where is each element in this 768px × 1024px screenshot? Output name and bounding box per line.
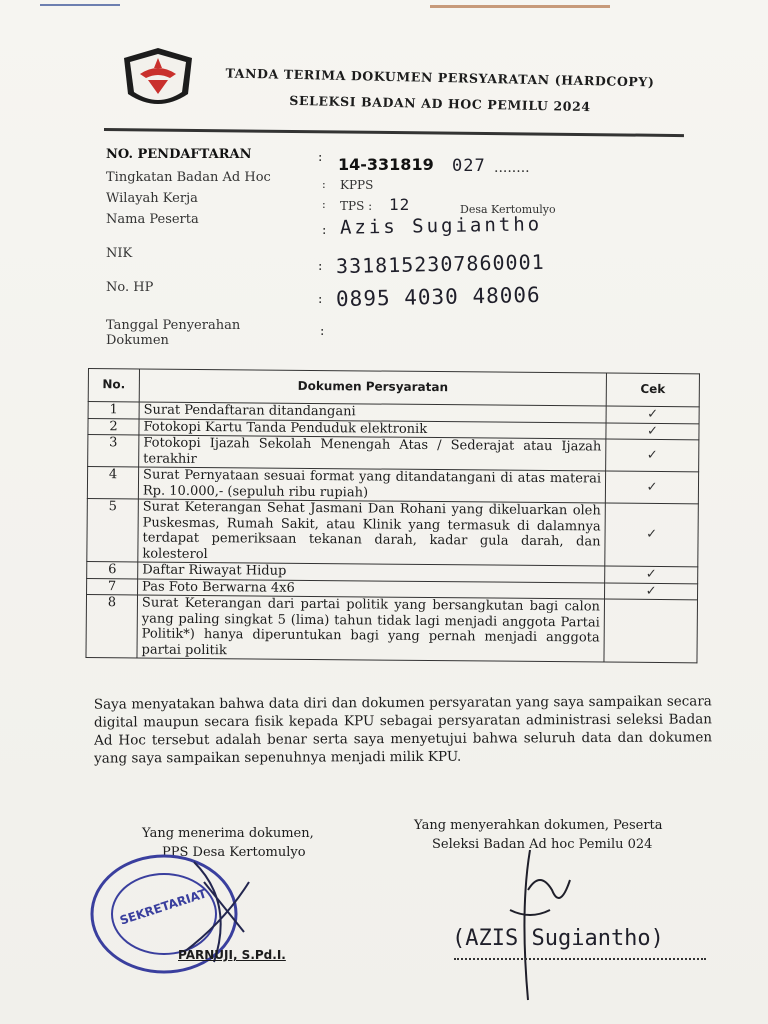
declaration-statement: Saya menyatakan bahwa data diri dan dokumen persyaratan yang saya sampaikan secara digital maupun secara fisik kepada KPU sebagai persyaratan administrasi seleksi Badan Ad Hoc tersebut adalah benar serta saya menyetujui bahwa seluruh data dan dokumen yang saya sampaikan sepenuhnya menjadi milik KPU. [93,693,713,767]
check-mark-icon: ✓ [605,503,699,567]
header-rule [104,128,684,137]
check-cell-empty [604,599,698,663]
submitter-caption: Yang menyerahkan dokumen, Peserta [414,818,663,833]
row-doc: Daftar Riwayat Hidup [138,562,605,583]
colon: : [318,259,323,274]
table-header-row [88,369,699,407]
edge-mark [40,4,120,6]
wilayah-tps-handwritten: 12 [389,195,411,214]
document-title: TANDA TERIMA DOKUMEN PERSYARATAN (HARDCOPY) [225,65,655,90]
colon: : [318,150,323,165]
colon: : [322,178,326,191]
hp-value: 0895 4030 48006 [335,282,541,312]
nik-label: NIK [106,246,133,261]
no-pendaftaran-dots: ........ [494,160,530,176]
panitia-logo [118,44,198,114]
row-no: 6 [87,561,138,578]
receiver-name: PARNUJI, S.Pd.I. [178,948,286,962]
row-no: 4 [87,467,138,499]
stamp-label: SEKRETARIAT [118,886,209,928]
row-doc: Fotokopi Ijazah Sekolah Menengah Atas / Sederajat atau Ijazah terakhir [139,435,606,471]
edge-mark [430,5,610,8]
wilayah-desa: Desa Kertomulyo [460,203,556,216]
row-doc: Surat Keterangan Sehat Jasmani Dan Rohani yang dikeluarkan oleh Puskesmas, Rumah Sakit, atau Klinik yang termasuk di dalamnya terdapat pemeriksaan tekanan darah, kadar gula darah, dan kolesterol [138,499,606,566]
document-subtitle: SELEKSI BADAN AD HOC PEMILU 2024 [289,92,591,115]
colon: : [322,198,326,211]
tanggal-label-cont: Dokumen [106,333,169,348]
nama-label: Nama Peserta [106,212,199,227]
receiver-org: PPS Desa Kertomulyo [162,845,306,860]
tingkatan-value: KPPS [340,178,374,192]
row-no: 5 [87,498,139,561]
check-mark-icon: ✓ [605,566,698,583]
documents-table [85,368,700,663]
submitter-name: (AZIS Sugiantho) [452,926,664,951]
submitter-block [414,816,663,854]
colon: : [318,292,323,307]
hp-label: No. HP [106,280,154,295]
no-pendaftaran-value: 14-331819 [338,155,434,174]
wilayah-tps: TPS : [340,199,373,213]
wilayah-label: Wilayah Kerja [106,191,198,206]
row-no: 7 [87,578,138,595]
nama-value: Azis Sugiantho [339,213,543,239]
check-mark-icon: ✓ [606,439,699,472]
no-pendaftaran-label: NO. PENDAFTARAN [106,147,252,162]
submitter-caption-cont: Seleksi Badan Ad hoc Pemilu 024 [432,837,653,852]
nik-value: 3318152307860001 [335,249,545,279]
header-doc: Dokumen Persyaratan [139,369,606,406]
table-row [87,467,698,504]
row-doc: Surat Keterangan dari partai politik yang bersangkutan bagi calon yang paling singkat 5 (lima) tahun tidak lagi menjadi anggota Partai Politik*) hanya diperuntukan bagi yang pernah menjadi anggota partai politik [137,595,605,662]
check-mark-icon: ✓ [606,406,699,423]
check-mark-icon: ✓ [606,423,699,440]
row-doc: Surat Pernyataan sesuai format yang ditandatangani di atas materai Rp. 10.000,- (sepuluh ribu rupiah) [138,467,605,503]
row-no: 2 [88,418,139,435]
receiver-caption: Yang menerima dokumen, [142,826,314,841]
no-pendaftaran-handwritten: 027 [452,156,486,176]
row-no: 1 [88,402,139,419]
colon: : [320,324,325,339]
check-mark-icon: ✓ [605,583,698,600]
tanggal-label: Tanggal Penyerahan [106,318,241,333]
row-doc: Surat Pendaftaran ditandangani [139,402,606,423]
header-cek: Cek [606,373,699,407]
row-doc: Pas Foto Berwarna 4x6 [138,578,605,599]
check-mark-icon: ✓ [605,471,698,504]
tingkatan-label: Tingkatan Badan Ad Hoc [106,170,271,185]
header-no: No. [88,369,139,402]
row-no: 3 [88,435,139,467]
table-row [86,594,698,662]
table-row [87,498,699,566]
row-doc: Fotokopi Kartu Tanda Penduduk elektronik [139,418,606,439]
row-no: 8 [86,594,138,657]
colon: : [322,223,327,238]
signature-dotted-line [454,958,706,960]
table-row [88,435,699,472]
